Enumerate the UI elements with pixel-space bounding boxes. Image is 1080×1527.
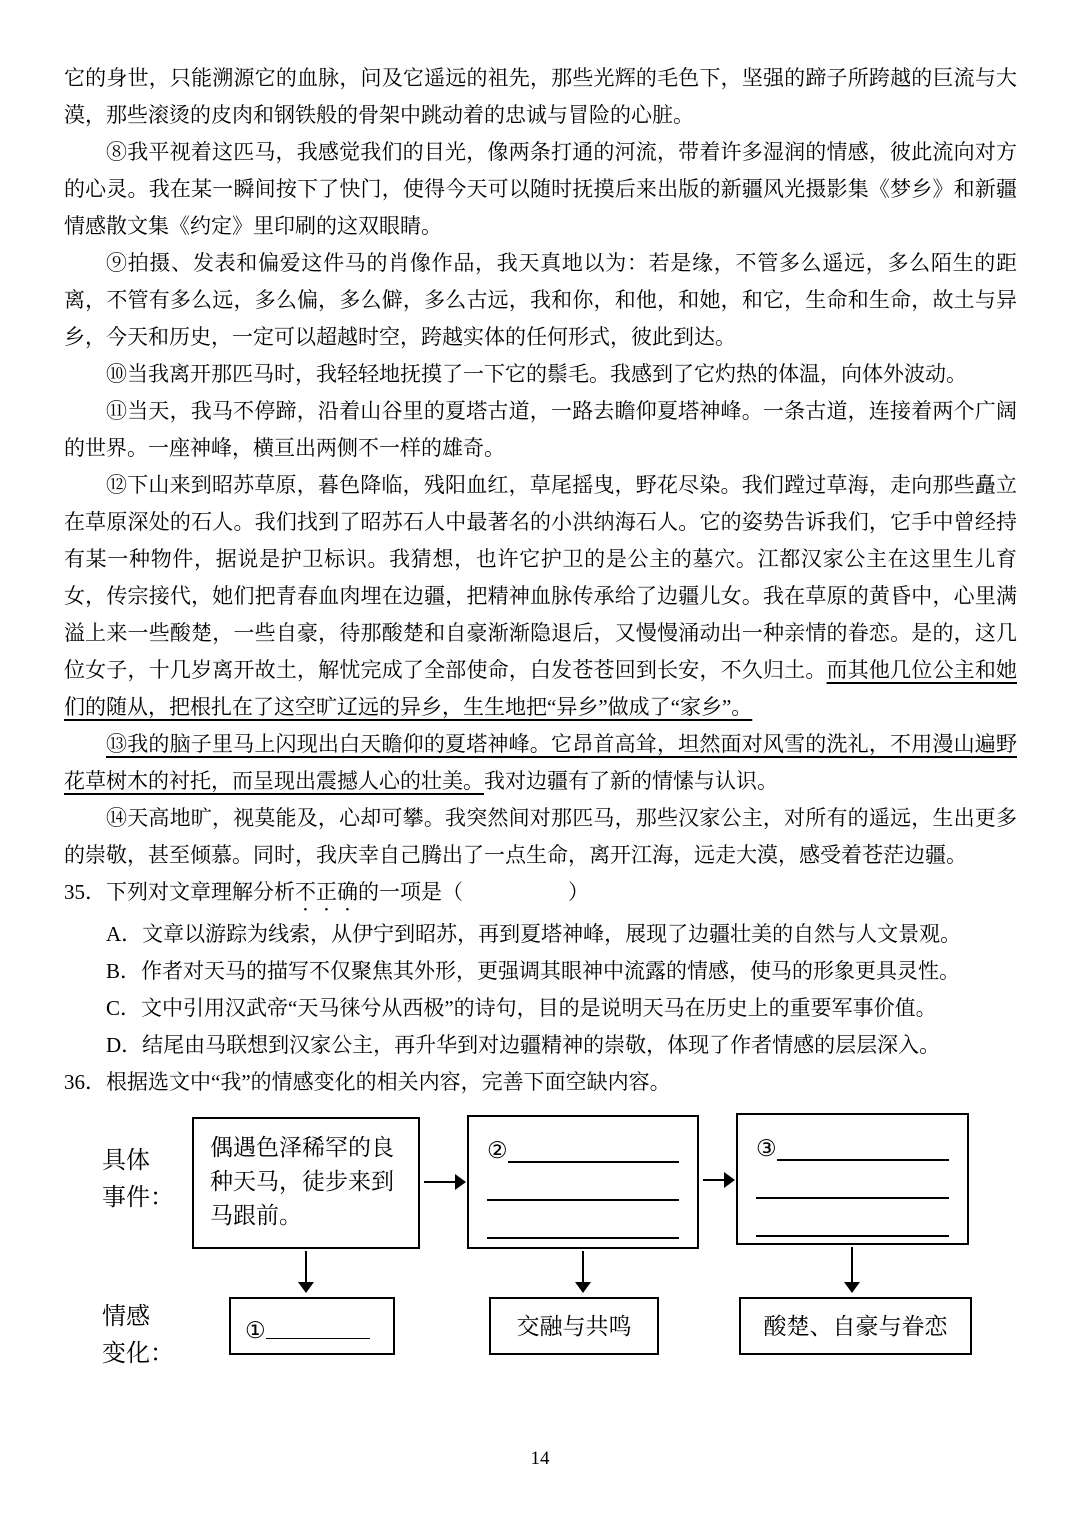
emotion-box-3 bbox=[739, 1297, 972, 1355]
blank-line bbox=[487, 1161, 679, 1201]
event-box-2 bbox=[467, 1115, 699, 1249]
question-35-option: C．文中引用汉武帝“天马徕兮从西极”的诗句，目的是说明天马在历史上的重要军事价值。 bbox=[106, 996, 937, 1020]
emphasized-text: 不正确 bbox=[295, 880, 358, 904]
emotion-box-1-line bbox=[245, 1309, 379, 1343]
passage-paragraph bbox=[64, 60, 1017, 134]
question-35-stem bbox=[64, 874, 1017, 916]
event-box-3-line2 bbox=[756, 1161, 949, 1199]
passage-paragraph bbox=[64, 356, 1017, 393]
text-run: ⑨拍摄、发表和偏爱这件马的肖像作品，我天真地以为：若是缘，不管多么遥远，多么陌生的距离，不管有多么远，多么偏，多么僻，多么古远，我和你，和他，和她，和它，生命和生命，故土与异乡，今天和历史，一定可以超越时空，跨越实体的任何形式，彼此到达。 bbox=[64, 251, 1017, 349]
blank-line bbox=[777, 1121, 949, 1161]
passage-paragraph bbox=[64, 134, 1017, 245]
text-run: ⑧我平视着这匹马，我感觉我们的目光，像两条打通的河流，带着许多湿润的情感，彼此流向对方的心灵。我在某一瞬间按下了快门，使得今天可以随时抚摸后来出版的新疆风光摄影集《梦乡》和新疆情感散文集《约定》里印刷的这双眼睛。 bbox=[64, 140, 1017, 238]
passage-paragraph bbox=[64, 245, 1017, 356]
text-run: 我对边疆有了新的情愫与认识。 bbox=[484, 769, 778, 793]
event-box-2-line2 bbox=[487, 1163, 679, 1201]
flowchart-label-events-line2: 事件： bbox=[102, 1185, 174, 1211]
passage-paragraph bbox=[64, 800, 1017, 874]
event-box-2-line3 bbox=[487, 1201, 679, 1239]
event-box-1 bbox=[192, 1117, 420, 1249]
blank-line bbox=[266, 1338, 370, 1339]
emotion-box-3-text: 酸楚、自豪与眷恋 bbox=[763, 1313, 948, 1339]
arrow-down-1 bbox=[305, 1251, 307, 1283]
text-run: ⑫下山来到昭苏草原，暮色降临，残阳血红，草尾摇曳，野花尽染。我们蹚过草海，走向那些矗立在草原深处的石人。我们找到了昭苏石人中最著名的小洪纳海石人。它的姿势告诉我们，它手中曾经持有某一种物件，据说是护卫标识。我猜想，也许它护卫的是公主的墓穴。江都汉家公主在这里生儿育女，传宗接代，她们把青春血肉埋在边疆，把精神血脉传承给了边疆儿女。我在草原的黄昏中，心里满溢上来一些酸楚，一些自豪，待那酸楚和自豪渐渐隐退后，又慢慢涌动出一种亲情的眷恋。是的，这几位女子，十几岁离开故土，解忧完成了全部使命，白发苍苍回到长安，不久归土。 bbox=[64, 473, 1017, 682]
flowchart bbox=[64, 1113, 1017, 1371]
flowchart-label-events-line1: 具体 bbox=[102, 1148, 150, 1174]
blank-number-1: ① bbox=[245, 1317, 266, 1343]
passage-paragraph bbox=[64, 467, 1017, 726]
page-content bbox=[64, 60, 1017, 1371]
blank-line bbox=[756, 1197, 949, 1237]
arrow-down-2 bbox=[582, 1251, 584, 1283]
blank-line bbox=[508, 1123, 679, 1163]
blank-number-2: ② bbox=[487, 1137, 508, 1163]
text-run: ⑩当我离开那匹马时，我轻轻地抚摸了一下它的鬃毛。我感到了它灼热的体温，向体外波动。 bbox=[106, 362, 967, 386]
arrow-right-1 bbox=[424, 1181, 456, 1183]
blank-line bbox=[756, 1159, 949, 1199]
text-run: ⑪当天，我马不停蹄，沿着山谷里的夏塔古道，一路去瞻仰夏塔神峰。一条古道，连接着两个广阔的世界。一座神峰，横亘出两侧不一样的雄奇。 bbox=[64, 399, 1017, 460]
flowchart-label-emotions-line2: 变化： bbox=[102, 1341, 174, 1367]
question-36: 36．根据选文中“我”的情感变化的相关内容，完善下面空缺内容。 bbox=[64, 1070, 671, 1094]
event-box-3-line3 bbox=[756, 1199, 949, 1237]
flowchart-label-emotions bbox=[102, 1299, 174, 1373]
blank-line bbox=[487, 1199, 679, 1239]
emotion-box-1 bbox=[229, 1297, 395, 1355]
text-run: 35．下列对文章理解分析 bbox=[64, 880, 295, 904]
question-35-option: B．作者对天马的描写不仅聚焦其外形，更强调其眼神中流露的情感，使马的形象更具灵性。 bbox=[106, 959, 961, 983]
underlined-text: 而其他几位公主和她们的随从，把根扎在了这空旷辽远的异乡，生生地把“异乡”做成了“家乡”。 bbox=[64, 658, 1018, 719]
text-run: 的一项是（ ） bbox=[358, 880, 589, 904]
flowchart-label-emotions-line1: 情感 bbox=[102, 1304, 150, 1330]
passage bbox=[64, 60, 1017, 874]
text-run: 它的身世，只能溯源它的血脉，问及它遥远的祖先，那些光辉的毛色下，坚强的蹄子所跨越的巨流与大漠，那些滚烫的皮肉和钢铁般的骨架中跳动着的忠诚与冒险的心脏。 bbox=[64, 66, 1017, 127]
event-box-3-line1 bbox=[756, 1123, 949, 1161]
event-box-3 bbox=[736, 1113, 969, 1245]
arrow-down-3 bbox=[851, 1247, 853, 1283]
blank-number-3: ③ bbox=[756, 1135, 777, 1161]
flowchart-label-events bbox=[102, 1143, 174, 1217]
emotion-box-2 bbox=[489, 1297, 659, 1355]
passage-paragraph bbox=[64, 726, 1017, 800]
question-35-options bbox=[64, 916, 1017, 1064]
event-box-1-text: 偶遇色泽稀罕的良种天马，徒步来到马跟前。 bbox=[210, 1135, 394, 1228]
arrow-right-2 bbox=[703, 1179, 725, 1181]
page-number: 14 bbox=[530, 1448, 550, 1469]
underlined-text: ⑬我的脑子里马上闪现出白天瞻仰的夏塔神峰。它昂首高耸，坦然面对风雪的洗礼，不用漫山遍野花草树木的衬托，而呈现出震撼人心的壮美。 bbox=[64, 732, 1017, 793]
question-35-option: D．结尾由马联想到汉家公主，再升华到对边疆精神的崇敬，体现了作者情感的层层深入。 bbox=[106, 1033, 941, 1057]
passage-paragraph bbox=[64, 393, 1017, 467]
event-box-2-line1 bbox=[487, 1125, 679, 1163]
question-35-option: A．文章以游踪为线索，从伊宁到昭苏，再到夏塔神峰，展现了边疆壮美的自然与人文景观。 bbox=[106, 922, 962, 946]
text-run: ⑭天高地旷，视莫能及，心却可攀。我突然间对那匹马，那些汉家公主，对所有的遥远，生出更多的崇敬，甚至倾慕。同时，我庆幸自己腾出了一点生命，离开江海，远走大漠，感受着苍茫边疆。 bbox=[64, 806, 1017, 867]
emotion-box-2-text: 交融与共鸣 bbox=[516, 1313, 632, 1339]
